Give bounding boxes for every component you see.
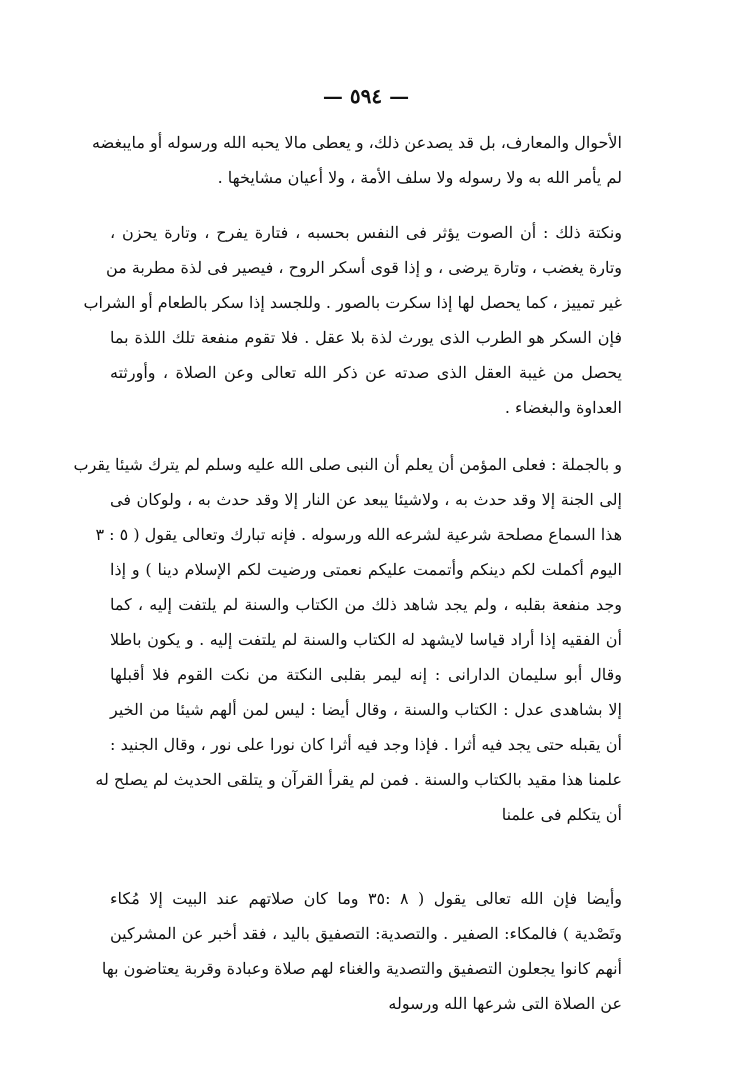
text-line: لم يأمر الله به ولا رسوله ولا سلف الأمة ، ولا أعيان مشايخها . (217, 168, 622, 187)
text-line: عن الصلاة التى شرعها الله ورسوله (388, 994, 622, 1013)
text-line: وجد منفعة بقلبه ، ولم يجد شاهد ذلك من الكتاب والسنة لم يلتفت إليه ، كما (110, 595, 622, 614)
paragraph-3 (73, 447, 623, 832)
text-line: أن يقبله حتى يجد فيه أثرا . فإذا وجد فيه أثرا كان نورا على نور ، وقال الجنيد : (110, 735, 623, 754)
text-line: و بالجملة : فعلى المؤمن أن يعلم أن النبى صلى الله عليه وسلم لم يترك شيئا يقرب (73, 455, 622, 474)
text-line: أن الفقيه إذا أراد قياسا لايشهد له الكتاب والسنة لم يلتفت إليه . و يكون باطلا (110, 630, 622, 649)
text-line: اليوم أكملت لكم دينكم وأتممت عليكم نعمتى ورضيت لكم الإسلام دينا ) و إذا (110, 560, 622, 579)
paragraph-1 (92, 125, 622, 195)
text-line: وتارة يغضب ، وتارة يرضى ، و إذا قوى أسكر الروح ، فيصير فى لذة مطربة من (105, 258, 622, 277)
paragraph-2 (83, 215, 622, 425)
text-line: هذا السماع مصلحة شرعية لشرعه الله ورسوله . فإنه تبارك وتعالى يقول ( ٥ : ٣ (95, 525, 622, 544)
text-line: الأحوال والمعارف، بل قد يصدعن ذلك، و يعطى مالا يحبه الله ورسوله أو مايبغضه (92, 133, 622, 152)
text-line: وقال أبو سليمان الدارانى : إنه ليمر بقلبى النكتة من نكت القوم فلا أقبلها (110, 665, 622, 684)
text-line: غير تمييز ، كما يحصل لها إذا سكرت بالصور . وللجسد إذا سكر بالطعام أو الشراب (83, 293, 622, 312)
text-line: فإن السكر هو الطرب الذى يورث لذة بلا عقل . فلا تقوم منفعة تلك اللذة بما (110, 328, 622, 347)
page-number: — ٥٩٤ — (322, 84, 410, 108)
text-line: وتَصْدية ) فالمكاء: الصفير . والتصدية: التصفيق باليد ، فقد أخبر عن المشركين (110, 924, 622, 943)
text-line: إلى الجنة إلا وقد حدث به ، ولاشيئا يبعد عن النار إلا وقد حدث به ، ولوكان فى (110, 490, 622, 509)
text-line: ونكتة ذلك : أن الصوت يؤثر فى النفس بحسبه ، فتارة يفرح ، وتارة يحزن ، (110, 223, 622, 242)
text-line: علمنا هذا مقيد بالكتاب والسنة . فمن لم يقرأ القرآن و يتلقى الحديث لم يصلح له (95, 770, 622, 789)
text-line: إلا بشاهدى عدل : الكتاب والسنة ، وقال أيضا : ليس لمن ألهم شيئا من الخير (110, 700, 622, 719)
paragraph-4 (101, 881, 623, 1021)
text-line: وأيضا فإن الله تعالى يقول ( ٨ :٣٥ وما كان صلاتهم عند البيت إلا مُكاء (110, 889, 623, 908)
text-line: العداوة والبغضاء . (504, 398, 622, 417)
text-line: أنهم كانوا يجعلون التصفيق والتصدية والغناء لهم صلاة وعبادة وقربة يعتاضون بها (101, 959, 622, 978)
text-line: أن يتكلم فى علمنا (501, 805, 622, 824)
text-line: يحصل من غيبة العقل الذى صدته عن ذكر الله تعالى وعن الصلاة ، وأورثته (110, 363, 622, 382)
